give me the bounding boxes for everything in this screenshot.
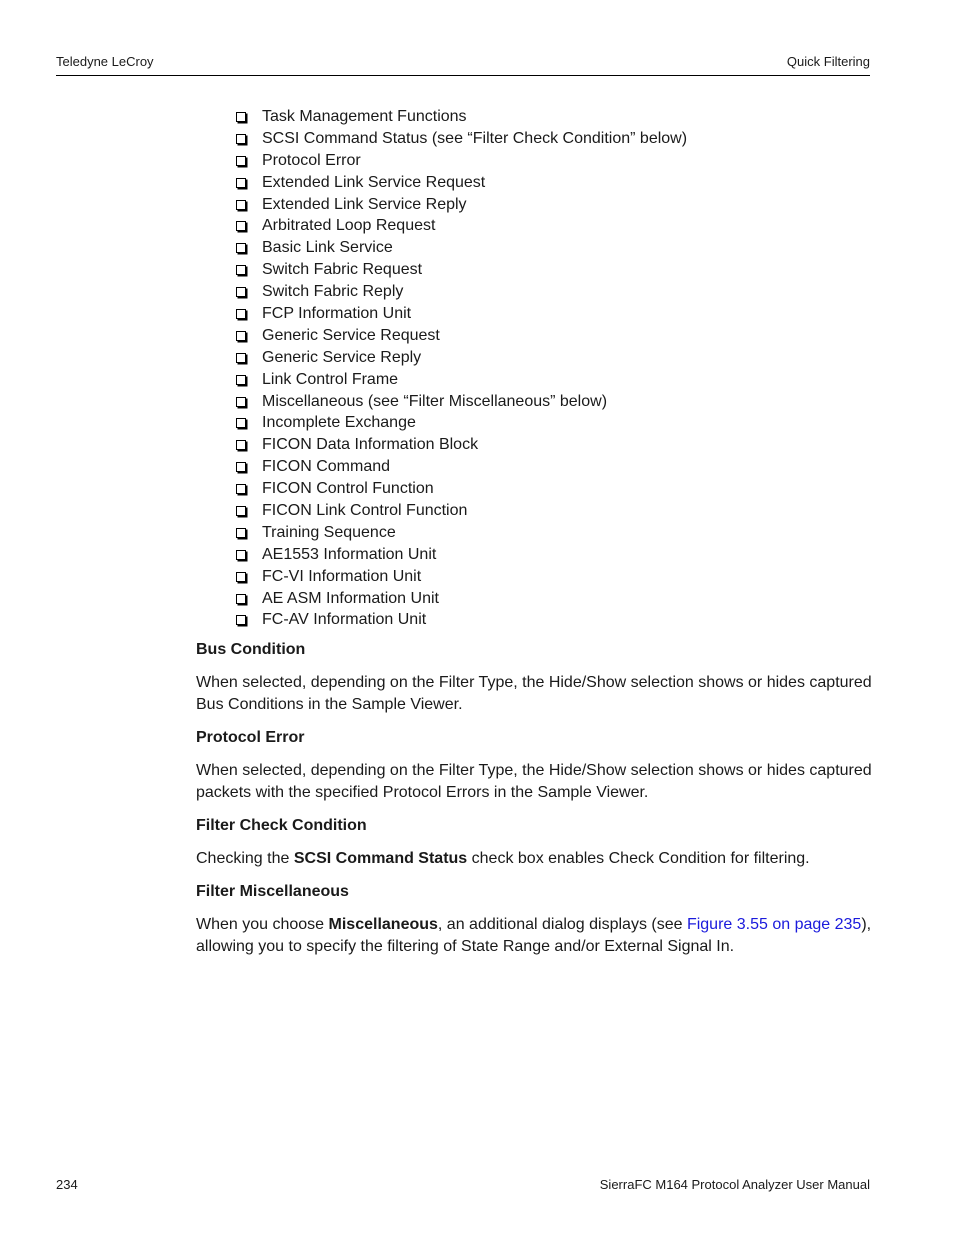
checkbox-bullet-icon: [236, 309, 246, 319]
list-item: Extended Link Service Request: [236, 172, 876, 194]
checkbox-bullet-icon: [236, 200, 246, 210]
footer-manual-title: SierraFC M164 Protocol Analyzer User Manual: [599, 1177, 870, 1192]
checkbox-bullet-icon: [236, 353, 246, 363]
list-item: FCP Information Unit: [236, 303, 876, 325]
checkbox-bullet-icon: [236, 506, 246, 516]
list-item: Extended Link Service Reply: [236, 194, 876, 216]
checkbox-bullet-icon: [236, 572, 246, 582]
checkbox-bullet-icon: [236, 375, 246, 385]
figure-reference-link[interactable]: Figure 3.55 on page 235: [686, 916, 862, 934]
list-item: FICON Data Information Block: [236, 434, 876, 456]
list-item: AE1553 Information Unit: [236, 544, 876, 566]
checkbox-bullet-icon: [236, 594, 246, 604]
list-item: Miscellaneous (see “Filter Miscellaneous” below): [236, 391, 876, 413]
header-section-title: Quick Filtering: [786, 54, 870, 69]
list-item: Task Management Functions: [236, 106, 876, 128]
bold-scsi-command-status: SCSI Command Status: [293, 850, 468, 868]
checkbox-bullet-icon: [236, 418, 246, 428]
page-content: [196, 106, 876, 958]
heading-protocol-error: Protocol Error: [196, 729, 305, 747]
list-item: Training Sequence: [236, 522, 876, 544]
page-header: [56, 53, 870, 76]
filter-type-list: [236, 106, 876, 631]
list-item: Switch Fabric Request: [236, 259, 876, 281]
checkbox-bullet-icon: [236, 156, 246, 166]
page-number: 234: [56, 1177, 78, 1192]
checkbox-bullet-icon: [236, 331, 246, 341]
paragraph-filter-miscellaneous: When you choose Miscellaneous, an additional dialog displays (see Figure 3.55 on page 235), allowing you to specify the filtering of State Range and/or External Signal In.: [196, 916, 872, 956]
checkbox-bullet-icon: [236, 221, 246, 231]
paragraph-protocol-error: When selected, depending on the Filter Type, the Hide/Show selection shows or hides captured packets with the specified Protocol Errors in the Sample Viewer.: [196, 762, 872, 802]
bold-miscellaneous: Miscellaneous: [328, 916, 438, 934]
list-item: Basic Link Service: [236, 237, 876, 259]
list-item: Generic Service Reply: [236, 347, 876, 369]
paragraph-filter-check-condition: Checking the SCSI Command Status check box enables Check Condition for filtering.: [196, 850, 810, 868]
list-item: AE ASM Information Unit: [236, 588, 876, 610]
checkbox-bullet-icon: [236, 440, 246, 450]
heading-filter-miscellaneous: Filter Miscellaneous: [196, 883, 349, 901]
list-item: SCSI Command Status (see “Filter Check Condition” below): [236, 128, 876, 150]
list-item: Generic Service Request: [236, 325, 876, 347]
checkbox-bullet-icon: [236, 397, 246, 407]
checkbox-bullet-icon: [236, 615, 246, 625]
paragraph-bus-condition: When selected, depending on the Filter Type, the Hide/Show selection shows or hides captured Bus Conditions in the Sample Viewer.: [196, 674, 872, 714]
list-item: FICON Command: [236, 456, 876, 478]
checkbox-bullet-icon: [236, 112, 246, 122]
list-item: FICON Control Function: [236, 478, 876, 500]
list-item: Switch Fabric Reply: [236, 281, 876, 303]
checkbox-bullet-icon: [236, 484, 246, 494]
checkbox-bullet-icon: [236, 178, 246, 188]
list-item: Arbitrated Loop Request: [236, 215, 876, 237]
list-item: FICON Link Control Function: [236, 500, 876, 522]
list-item: Link Control Frame: [236, 369, 876, 391]
list-item: Protocol Error: [236, 150, 876, 172]
heading-bus-condition: Bus Condition: [196, 641, 306, 659]
list-item: Incomplete Exchange: [236, 412, 876, 434]
checkbox-bullet-icon: [236, 287, 246, 297]
list-item: FC-AV Information Unit: [236, 609, 876, 631]
list-item: FC-VI Information Unit: [236, 566, 876, 588]
header-company: Teledyne LeCroy: [56, 54, 154, 69]
checkbox-bullet-icon: [236, 528, 246, 538]
heading-filter-check-condition: Filter Check Condition: [196, 817, 367, 835]
checkbox-bullet-icon: [236, 134, 246, 144]
checkbox-bullet-icon: [236, 462, 246, 472]
checkbox-bullet-icon: [236, 265, 246, 275]
checkbox-bullet-icon: [236, 550, 246, 560]
checkbox-bullet-icon: [236, 243, 246, 253]
